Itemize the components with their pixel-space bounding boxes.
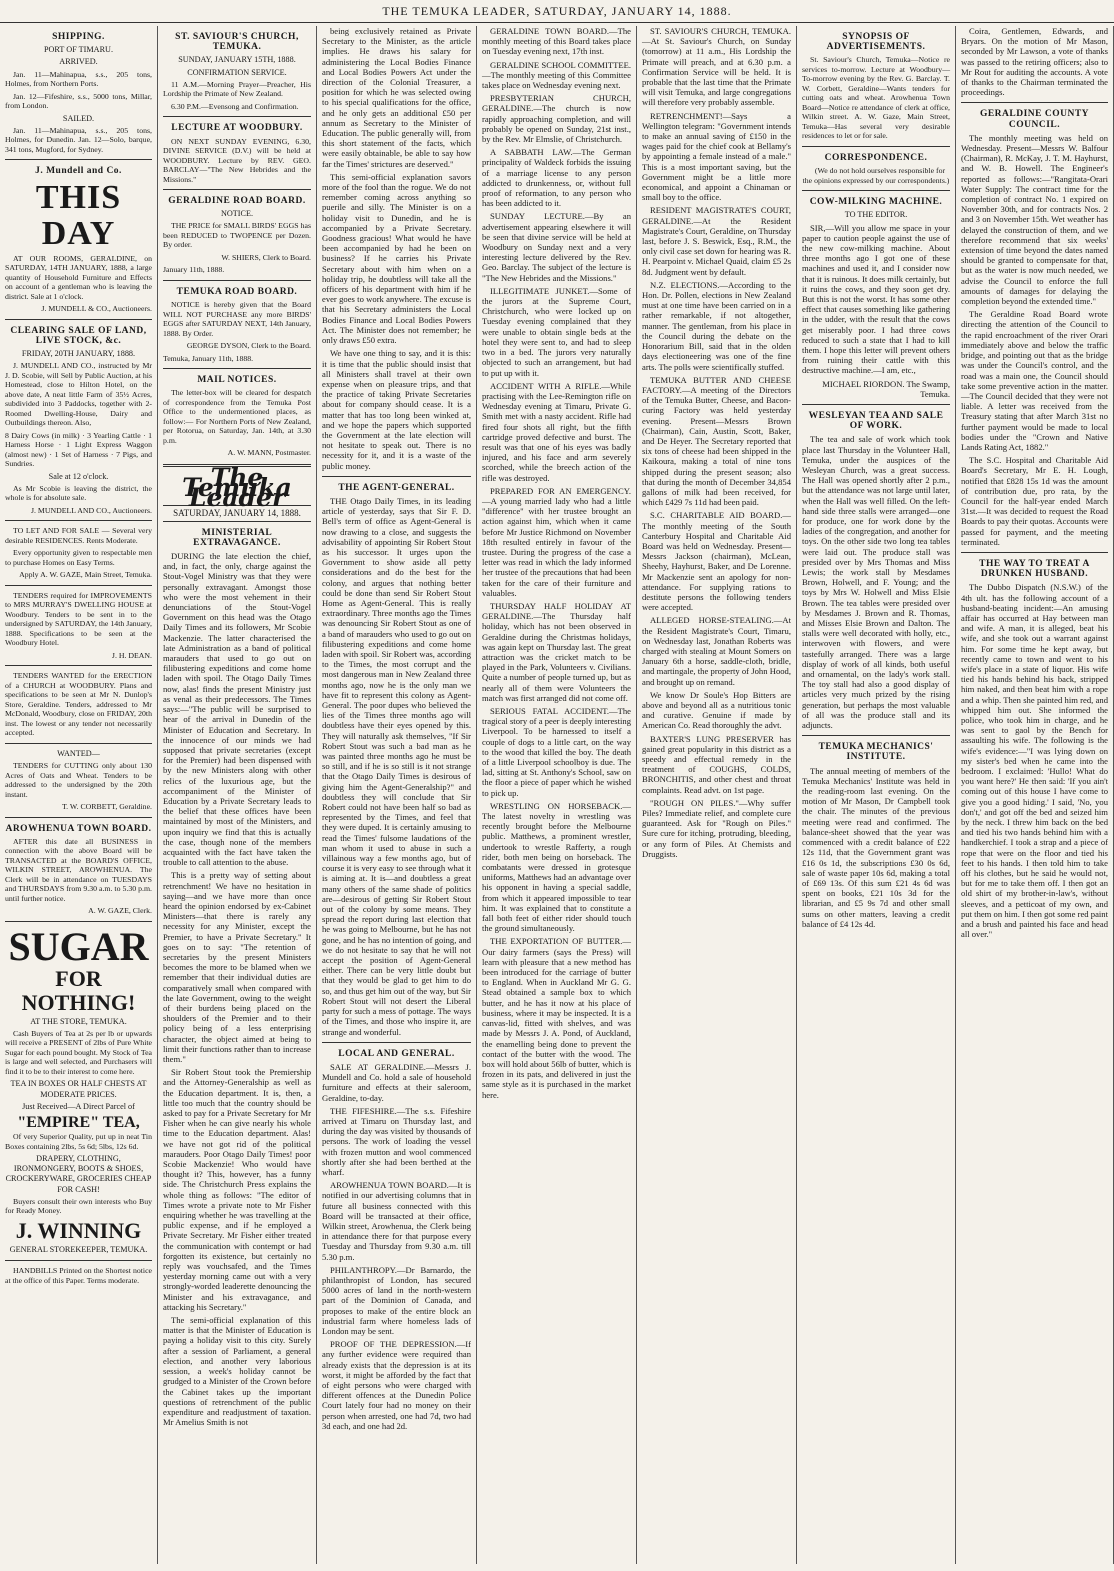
article-paragraph: DURING the late election the chief, and, in fact, the only, charge against the Stout-Vogel Ministry was that they were personally extravagant. Amongst those who were the most vehement in their denunciations of the Stout-Vogel Government on this head was the Otago Daily Times and its followers, Mr Scobie Mackenzie. The latter characterised the late Administration as a band of political marauders that used to go out on filibustering expeditions and come home laden with spoil. The Otago Daily Times now, alas! finds the present Ministry just as venal as their predecessors. The Times says:—"The public will be surprised to hear of the arrival in Dunedin of the Minister of Education and Secretary. In the innocence of our minds we had supposed that private secretaries (except for the Premier) had been dispensed with by the new Ministers along with other relics of the luxurious age, but the accompaniment of the Minister of Education by a Private Secretary leads to the belief that these offices have been maintained by most of the Ministers, and upon inquiry we find that this is actually the case, though none of the members acquainted with the fact have taken the trouble to call attention to the abuse. [163, 551, 311, 868]
news-item: PREPARED FOR AN EMERGENCY.—A young married lady who had a little "difference" with her trustee brought an action against him, which when it came before Mr Justice Richmond on November 18th resulted entirely in favour of the trustee. During the progress of the case a letter was read in which the lady informed her trustee of the precautions that had been taken for the care of their furniture and valuables. [482, 485, 631, 598]
article-paragraph: The monthly meeting was held on Wednesday. Present—Messrs W. Balfour (Chairman), R. McKay, J. T. M. Hayhurst, and W. B. Howell. The Engineer's reported as follows:—"Rangitata-Orari Water Supply: The contract time for the completion of contract No. 1 expired on November 30th, and for contracts Nos. 2 and 3 on November 15th. Wet weather has delayed the construction of them, and we therefore recommend that six weeks' extension of time beyond the dates named should be granted to compensate for that, but as the water is now much needed, we advise the Council to enforce the full amounts of damages for delaying the completion beyond the extended time." [961, 132, 1108, 307]
lecture-text: ON NEXT SUNDAY EVENING, 6.30, DIVINE SERVICE (D.V.) will be held at WOODBURY. Lecture by REV. GEO. BARCLAY—"The New Hebrides and the Missions." [163, 136, 311, 184]
column-7 [956, 26, 1114, 1564]
received-heading: Just Received—A Direct Parcel of [22, 1101, 135, 1111]
signature: J. H. DEAN. [111, 650, 152, 660]
column-4 [477, 26, 637, 1564]
article-paragraph: The Geraldine Road Board wrote directing the attention of the Council to the rapid encroachment of the river Orari immediately above and below the traffic bridge, and pointing out that as the bridge was under the Council's control, and the road was a main one, the Council should take some preventive action in the matter.—The Council decided that they were not liable. A letter was received from the Treasury stating that after March 31st no further payment would be made to local bodies under the "Crown and Native Lands Rating Act, 1882." [961, 309, 1108, 452]
signature: MICHAEL RIORDON. The Swamp, Temuka. [822, 378, 950, 399]
news-item: THURSDAY HALF HOLIDAY AT GERALDINE.—The Thursday half holiday, which has not been observed in Geraldine during the Christmas holidays, was again kept on Thursday last. The great attraction was the cricket match to be played in the Park, Volunteers v. Civilians. Quite a number of people turned up, but as nearly all of them were Volunteers the match was first arranged did not come off. [482, 600, 631, 703]
sugar-heading: SUGAR [8, 923, 149, 969]
news-item: PHILANTHROPY.—Dr Barnardo, the philanthropist of London, has secured 5000 acres of land in the north-western part of the Dominion of Canada, and proposes to make of the entire block an industrial farm where homeless lads of London may be sent. [322, 1264, 471, 1336]
temuka-notice-text: NOTICE is hereby given that the Board WILL NOT PURCHASE any more BIRDS' EGGS after SATURDAY NEXT, 14th January, 1888. By Order. [163, 300, 311, 338]
signature: T. W. CORBETT, Geraldine. [61, 802, 152, 812]
church-heading: ST. SAVIOUR'S CHURCH, TEMUKA. [175, 32, 299, 53]
article-heading: THE AGENT-GENERAL. [338, 482, 455, 493]
empire-tea-heading: "EMPIRE" TEA, [17, 1114, 140, 1132]
column-3 [317, 26, 477, 1564]
sailed-heading: SAILED. [62, 113, 95, 123]
mail-text: The letter-box will be cleared for despatch of correspondence from the Temuka Post Office to the undermentioned places, as follow:— For Northern Ports of New Zealand, per Rotorua, on Saturday, Jan. 14th, at 3.30 p.m. [163, 388, 311, 445]
handbills-text: HANDBILLS Printed on the Shortest notice at the office of this Paper. Terms moderate. [5, 1266, 152, 1285]
signature: GEORGE DYSON, Clerk to the Board. [186, 341, 311, 351]
arowhenua-heading: AROWHENUA TOWN BOARD. [5, 823, 152, 834]
wanted-heading: WANTED— [57, 748, 100, 758]
signature: A. W. GAZE, Clerk. [88, 906, 152, 916]
tender-text: TENDERS required for IMPROVEMENTS to MRS MURRAY'S DWELLING HOUSE at Woodbury. Tenders to be sent in to the undersigned by SATURDAY, the 14th January, 1888. Specifications to be seen at the Woodbury Hotel. [5, 590, 152, 648]
correspondence-note: (We do not hold ourselves responsible for the opinions expressed by our correspondents.) [802, 166, 950, 185]
arrived-text-2: Jan. 12—Fifeshire, s.s., 5000 tons, Millar, from London. [5, 91, 152, 111]
service-text: 11 A.M.—Morning Prayer—Preacher, His Lordship the Primate of New Zealand. [163, 79, 311, 99]
article-heading: GERALDINE COUNTY COUNCIL. [979, 109, 1090, 130]
news-item: PRESBYTERIAN CHURCH, GERALDINE.—The church is now rapidly approaching completion, and will probably be opened on Sunday, 21st inst., by the Rev. Mr Elmslie, of Christchurch. [482, 93, 631, 145]
article-paragraph: This is a pretty way of setting about retrenchment! We have no hesitation in saying—and we have more than once heard the opinion endorsed by ex-Cabinet Ministers—that there is rarely any necessity for any Minister, except the Premier, to have a Private Secretary." It goes on to say: "The retention of secretaries by the present Ministers becomes the more to be blamed when we remember that their individual duties are comparatively small when compared with the late Government, owing to the weight of their burdens being placed on the shoulders of the Premier and to their policy being of a less enterprising character, the object aimed at being to limit their functions rather than to increase them." [163, 870, 311, 1064]
tea-boxes-heading: TEA IN BOXES OR HALF CHESTS AT MODERATE PRICES. [10, 1079, 147, 1099]
clearing-sale-heading: CLEARING SALE OF LAND, LIVE STOCK, &c. [10, 325, 147, 346]
sugar-text: Cash Buyers of Tea at 2s per lb or upwards will receive a PRESENT of 2lbs of Pure White Sugar for each pound bought. My Stock of Tea is large and well selected, and Purchasers will find it to be to their interest to come here. [5, 1028, 152, 1076]
store-heading: AT THE STORE, TEMUKA. [30, 1016, 127, 1026]
masthead: THE TEMUKA LEADER, SATURDAY, JANUARY 14, 1888. [0, 0, 1114, 23]
news-item: SERIOUS FATAL ACCIDENT.—The tragical story of a peer is deeply interesting Liverpool. To be harnessed to itself a couple of dogs to a little cart, on the way to the wood that killed the boy. The death of a little Liverpool schoolboy is due. The lad, sitting at St. Anthony's School, saw on the floor a piece of paper which he wished to pick up. [482, 706, 631, 798]
news-item: SUNDAY LECTURE.—By an advertisement appearing elsewhere it will be seen that divine service will be held at Woodbury on Sunday next and a very interesting lecture delivered by the Rev. Geo. Barclay. The subject of the lecture is "The New Hebrides and the Missions." [482, 211, 631, 283]
article-paragraph: The semi-official explanation of this matter is that the Minister of Education is paying a holiday visit to this city. Surely after a session of Parliament, a general election, and another very laborious session, a week's holiday cannot be grudged to a Minister of the Crown before the Cabinet takes up the important questions of retrenchment of the public expenditure and readjustment of taxation. Mr Amelius Smith is not [163, 1315, 311, 1428]
sale-note: As Mr Scobie is leaving the district, the whole is for absolute sale. [5, 483, 152, 503]
road-board-heading: GERALDINE ROAD BOARD. [168, 196, 306, 207]
empire-text: Of very Superior Quality, put up in neat Tin Boxes containing 2lbs, 5s 6d; 5lbs, 12s 6d. [5, 1132, 152, 1151]
for-nothing-heading: FOR NOTHING! [21, 965, 136, 1015]
column-1 [0, 26, 158, 1564]
news-item: RETRENCHMENT!—Says a Wellington telegram: "Government intends to make an annual saving of £150 in the wages paid for the chief cook at Bellamy's by appointing a female instead of a male." This is a most important saving, but the Government might be a little more economical, and appoint a Chinaman or small boy to the office. [642, 110, 791, 203]
drapery-heading: DRAPERY, CLOTHING, IRONMONGERY, BOOTS & SHOES, CROCKERYWARE, GROCERIES CHEAP FOR CASH! [5, 1154, 152, 1194]
news-item: AROWHENUA TOWN BOARD.—It is notified in our advertising columns that in future all business connected with this Board will be transacted at their office, Wilkin street, Arowhenua, the Clerk being in attendance there for that purpose every Tuesday and Thursday from 9.30 a.m. till 5.30 p.m. [322, 1180, 471, 1262]
newspaper-nameplate: The Temuka Leader [182, 462, 292, 513]
article-paragraph: This semi-official explanation savors more of the fool than the rogue. We do not remember coming across anything so puerile and silly. The Minister is on a holiday visit to Dunedin, and he is accompanied by a Private Secretary. Goodness gracious! What would he have been accompanied by had he been on business? If he carries his Private Secretary about with him when on a holiday trip, he doubtless will take all the officers of his department with him if he ever goes to work anywhere. The excuse is that his Secretary administers the Local Bodies Finance and Local Bodies Powers Act. The Minister does not remember; he only draws £50 extra. [322, 171, 471, 346]
to-let-text: TO LET AND FOR SALE — Several very desirable RESIDENCES. Rents Moderate. [5, 526, 152, 545]
article-paragraph: The annual meeting of members of the Temuka Mechanics' Institute was held in the reading-room last evening. On the motion of Mr Mason, Dr Campbell took the chair. The minutes of the previous meeting were read and confirmed. The balance-sheet showed that the year was commenced with a credit balance of £22 12s 11d, that the Government grant was £16 0s 1d, the subscriptions £30 0s 6d, sale of waste paper 10s 6d, making a total of £69 13s. Of this sum £21 4s 6d was spent on books, £21 10s 3d for the librarian, and £5 9s 7d and other small sums on other matters, leaving a credit balance of £4 12s 4d. [802, 765, 950, 929]
notice-date: January 11th, 1888. [163, 265, 225, 275]
news-item: ALLEGED HORSE-STEALING.—At the Resident Magistrate's Court, Timaru, on Wednesday last, Jonathan Roberts was charged with stealing at Mount Somers on January 6th a horse, saddle-cloth, bridle, and martingale, the property of John Hood, and brought up on remand. [642, 615, 791, 687]
article-paragraph: Sir Robert Stout took the Premiership and the Attorney-Generalship as well as the Education department. It is, then, a little too much that the country should be asked to pay for a Private Secretary for Mr Fisher when he can give nearly his whole time to the Education department. Alas! we have not got rid of the political marauders. Poor Otago Daily Times! poor Scobie Mackenzie! Who would have thought it? This, however, has a funny side. The Christchurch Press explains the whole thing as follows: "The editor of Times wrote a private note to Mr Fisher enquiring whether he was travelling at the public expense, and if he employed a Private Secretary. Mr Fisher either treated the communication with contempt or had forgotten its existence, but certainly no reply was vouchsafed, and the Times yesterday morning came out with a very strongly-worded leaderette denouncing the Minister and his extravagance, and attacking his Secretary." [163, 1067, 311, 1312]
column-6 [797, 26, 956, 1564]
article-paragraph: We have one thing to say, and it is this: it is time that the public should insist that all Ministers shall travel at their own expense when on pleasure trips, and that the practice of taking Private Secretaries about for company should cease. It is a matter that has too long been winked at, and we hope the papers which supported the Government at the late election will not hesitate to speak out. There is no necessity for it, and it is a waste of the public money. [322, 348, 471, 471]
signature: W. SHIERS, Clerk to Board. [221, 252, 311, 262]
tender-text: TENDERS for CUTTING only about 130 Acres of Oats and Wheat. Tenders to be addressed to the undersigned by the 20th instant. [5, 761, 152, 799]
lecture-heading: LECTURE AT WOODBURY. [171, 123, 303, 134]
synopsis-text: St. Saviour's Church, Temuka—Notice re services to-morrow. Lecture at Woodbury—To-morrow evening by the Rev. G. Barclay. T. W. Corbett, Geraldine—Wants tenders for cutting oats and wheat. Arowhenua Town Board—Notice re attendance of clerk at office, Wilkin street. A. W. Gaze, Main Street, Temuka—Has several very desirable residences to let or for sale. [802, 55, 950, 141]
news-item: "ROUGH ON PILES."—Why suffer Piles? Immediate relief, and complete cure guaranteed. Ask for "Rough on Piles." Sure cure for itching, protruding, bleeding, or any form of Piles. At Chemists and Druggists. [642, 797, 791, 859]
shipping-heading: SHIPPING. [52, 32, 105, 42]
mail-heading: MAIL NOTICES. [197, 375, 277, 386]
arrived-heading: ARRIVED. [59, 57, 98, 67]
article-heading: THE WAY TO TREAT A DRUNKEN HUSBAND. [979, 558, 1090, 580]
article-heading: WESLEYAN TEA AND SALE OF WORK. [808, 410, 944, 432]
news-item: THE EXPORTATION OF BUTTER.—Our dairy farmers (says the Press) will learn with pleasure that a new method has been introduced for the carriage of butter to England. When in Auckland Mr G. G. Stead obtained a sample box to which butter, and he has it now at his place of business, where it may be inspected. It is a canvas-lid, fitted with shelves, and was made by Messrs J. A. Pond, of Auckland, the enamelling being done to prevent the contact of the butter with the wood. The box will hold about 56lb of butter, which is frozen in its pats, and delivered in just the same style as it is purchased in the market here. [482, 936, 631, 1100]
column-5 [637, 26, 797, 1564]
confirmation-heading: CONFIRMATION SERVICE. [187, 67, 287, 77]
arrived-text: Jan. 11—Mahinapua, s.s., 205 tons, Holmes, from Northern Ports. [5, 69, 152, 89]
synopsis-heading: SYNOPSIS OF ADVERTISEMENTS. [826, 32, 926, 53]
buyers-text: Buyers consult their own interests who Buy for Ready Money. [5, 1196, 152, 1216]
article-paragraph: THE Otago Daily Times, in its leading article of yesterday, says that Sir F. D. Bell's term of office as Agent-General is now drawing to a close, and suggests the advisability of appointing Sir Robert Stout as his successor. It urges upon the Government to show aside all petty considerations and do the best for the colony, and argues that nothing better could be done than send Sir Robert Stout Home as Agent-General. This is really extraordinary. Three months ago the Times was denouncing Sir Robert Stout as one of a band of marauders who used to go out on filibustering expeditions and come home laden with spoil. Sir Robert was, according to the Times, the most corrupt and the most dangerous man in New Zealand three months ago, now he is the only man we have fit to represent this colony as Agent-General. The poor dupes who believed the lies of the Times three months ago will doubtless have their eyes opened by this. They will naturally ask themselves, "If Sir Robert Stout was such a bad man as he was painted three months ago he must be so still, and if he is so still is it not strange that the Otago Daily Times is desirous of giving him the Agent-Generalship?" and doubtless they will conclude that Sir Robert could not have been half so bad as represented by the Times, and feel that they were duped. It is certainly amusing to read the Times' fulsome laudations of the man whom it used to abuse in such a villainous way a few months ago, but of course it is very easy to see through what it is aiming at. It is—and doubtless a great many others of the same shade of politics are—desirous of getting Sir Robert Stout out of the colony by some means. They spread the report during last election that he was going to Melbourne, but he has not gone, and he has no intention of going, and we do not hesitate to say that he will not accept the position of Agent-General either. There can be very little doubt but that they would be glad to get him to do so, and thus get him out of the way, but Sir Robert Stout will not desert the Liberal party for such a mess of pottage. The ways of the Times, and those who inspire it, are strange and wonderful. [322, 495, 471, 1037]
news-item: WRESTLING ON HORSEBACK.—The latest novelty in wrestling was recently brought before the Melbourne public. Matthews, a prominent wrestler, undertook to wrestle Rafferty, a rough rider, both men being on horseback. The combatants were dressed in grotesque uniforms, Matthews had an advantage over his opponent in having a special saddle, from which it appeared impossible to tear him. It was explained that to constitute a fall both feet of either rider should touch the ground simultaneously. [482, 800, 631, 934]
sale-time: Sale at 12 o'clock. [48, 471, 109, 481]
article-paragraph: The S.C. Hospital and Charitable Aid Board's Secretary, Mr E. H. Lough, notified that £828 15s 1d was the amount of contribution due, pro rata, by the Council for the half-year ended March 31st.—It was decided to request the Road Boards to pay their quotas. Accounts were passed for payment, and the meeting terminated. [961, 455, 1108, 547]
news-item: RESIDENT MAGISTRATE'S COURT, GERALDINE.—At the Resident Magistrate's Court, Geraldine, on Thursday last, before J. S. Beswick, Esq., R.M., the only civil case set down for hearing was R. H. Pearpoint v. Michael Quaid, claim £5 2s 8d. Judgment went by default. [642, 205, 791, 277]
tender-text: TENDERS WANTED for the ERECTION of a CHURCH at WOODBURY. Plans and specifications to be seen at Mr N. Dunlop's Store, Geraldine. Tenders, addressed to Mr McDonald, Woodbury, close on FRIDAY, 20th inst. The lowest or any tender not necessarily accepted. [5, 671, 152, 738]
this-day-text: AT OUR ROOMS, GERALDINE, on SATURDAY, 14TH JANUARY, 1888, a large quantity of Household Furniture and Effects on account of a gentleman who is leaving the district. Sale at 1 o'clock. [5, 253, 152, 301]
news-item: ACCIDENT WITH A RIFLE.—While practising with the Lee-Remington rifle on Wednesday evening at Timaru, Private G. Smith met with a nasty accident. Rifle had fired four shots all right, but the fifth cartridge proved defective and burst. The result was that one of his eyes was badly injured, and his face and arm severely scorched, while the breech action of the rifle was destroyed. [482, 380, 631, 483]
sailed-text: Jan. 11—Mahinapua, s.s., 205 tons, Holmes, for Dunedin. Jan. 12—Solo, barque, 341 tons, Mugford, for Sydney. [5, 125, 152, 154]
article-paragraph: being exclusively retained as Private Secretary to the Minister, as the article implies. He draws his salary for administering the Local Bodies Finance and Local Bodies Powers Act under the direction of the Colonial Treasurer, a position for which he was selected owing to his special qualifications for the office, and he only gets an additional £50 per annum as Secretary to the Minister of Education. The public generally will, from this short statement of the facts, which were easily obtainable, be able to say how far the Times' strictures are deserved." [322, 26, 471, 169]
correspondence-heading: CORRESPONDENCE. [824, 152, 928, 163]
news-item: BAXTER'S LUNG PRESERVER has gained great popularity in this district as a speedy and effectual remedy in the treatment of COUGHS, COLDS, BRONCHITIS, and other chest and throat complaints. Read advt. on 1st page. [642, 733, 791, 795]
letter-text: SIR,—Will you allow me space in your paper to caution people against the use of the new cow-milking machine. About three months ago I got one of these machines and used it, and I consider now that it is ruinous. It does milk certainly, but it ruins the cows, and they soon get dry. But this is not the worst. It has some other effect that causes something like gathering in the udder, with the result that the cows get miserably poor. I had three cows reduced to such a state that I had to kill them. I hope this letter will prevent others from ruining their cattle with this destructive machine.—I am, etc., [802, 222, 950, 376]
sale-date: FRIDAY, 20TH JANUARY, 1888. [21, 348, 136, 358]
homes-text: Every opportunity given to respectable men to purchase Homes on Easy Terms. [5, 548, 152, 567]
birds-text: THE PRICE for SMALL BIRDS' EGGS has been REDUCED to TWOPENCE per Dozen. By order. [163, 221, 311, 250]
sale-items: 8 Dairy Cows (in milk) · 3 Yearling Cattle · 1 Harness Horse · 1 Light Express Waggon (almost new) · 1 Set of Harness · 7 Pigs, and Sundries. [5, 430, 152, 469]
article-paragraph: The tea and sale of work which took place last Thursday in the Volunteer Hall, Temuka, under the auspices of the Wesleyan Church, was a great success. The Hall was opened shortly after 2 p.m., but the attendance was not large until later, when the Hall was well filled. On the left-hand side three stalls were arranged—one for produce, one for work done by the ladies of the congregation, and another for toys. On the other side two long tea tables were laid out. The produce stall was presided over by Mrs Thomas and Miss Lewis; the work stall by Mesdames Brown, Holwell, and F. Young; and the toys by Mrs W. Holwell and Miss Elsie Brown. The tea tables were presided over by Mesdames J. Brown and R. Thomas, and Misses Elsie Brown and Dalton. The stalls were well decorated with holly, etc., interwoven with flowers, and were tastefully arranged. There was a large display of work of all kinds, both useful and ornamental, on the lady's work stall. The toy stall had also a good display of articles very much prized by the rising generation, but perhaps the most valuable of all was the produce stall and its adjuncts. [802, 434, 950, 731]
article-heading: TEMUKA MECHANICS' INSTITUTE. [818, 742, 934, 763]
mundell-heading: J. Mundell and Co. [35, 166, 122, 177]
port-heading: PORT OF TIMARU. [43, 45, 114, 55]
news-item: TEMUKA BUTTER AND CHEESE FACTORY.—A meeting of the Directors of the Temuka Butter, Cheese, and Bacon-curing Factory was held yesterday evening. Present—Messrs Brown (Chairman), Cain, Austin, Scott, Baker, and De Heyer. The Secretary reported that six tons of cheese had been shipped in the Kaikoura, making a total of nine tons shipped during the present season; also that during the month of December 34,854 gallons of milk had been received, for which £429 7s 11d had been paid. [642, 374, 791, 508]
arowhenua-text: AFTER this date all BUSINESS in connection with the above Board will be TRANSACTED at the BOARD'S OFFICE, WILKIN STREET, AROWHENUA. The Clerk will be in attendance on TUESDAYS and THURSDAYS from 9.30 a.m. to 5.30 p.m. until further notice. [5, 836, 152, 903]
this-day-heading: THIS DAY [35, 178, 122, 252]
news-item: S.C. CHARITABLE AID BOARD.—The monthly meeting of the South Canterbury Hospital and Charitable Aid Board was held on Wednesday. Present—Messrs Jackson (chairman), McLean, Sheehy, Hayhurst, Baker, and De Lorenne. Mr Mackenzie sent an apology for non-attendance. For supplying rations to destitute persons the following tenders were accepted. [642, 510, 791, 613]
sale-text: J. MUNDELL AND CO., instructed by Mr J. D. Scobie, will Sell by Public Auction, at his Homestead, close to Hilton Hotel, on the above date, A neat little Farm of 35½ Acres, subdivided into 3 Paddocks, together with 2-Roomed Dwelling-House, Dairy and Outbuildings thereon. Also, [5, 361, 152, 428]
signature: J. MUNDELL AND CO., Auctioneers. [31, 505, 152, 515]
article-paragraph: Coira, Gentlemen, Edwards, and Bryars. On the motion of Mr Mason, seconded by Mr Lawson, a vote of thanks was passed to the retiring officers; also to Mr Rout for auditing the accounts. A vote of thanks to the Chairman terminated the proceedings. [961, 26, 1108, 98]
issue-date: SATURDAY, JANUARY 14, 1888. [163, 505, 311, 521]
signature: J. MUNDELL & CO., Auctioneers. [41, 304, 152, 314]
winning-heading: J. WINNING [15, 1217, 142, 1243]
article-paragraph: The Dubbo Dispatch (N.S.W.) of the 4th ult. has the following account of a husband-beating incident:—An amusing affair has occurred at Hay between man and wife. A man, it is alleged, beat his wife, and she took out a warrant against him. For some time he kept away, but recently came to town and went to his wife's place in a state of liquor. His wife tied his hands behind his back, stripped him naked, and then beat him with a rope and a whip. Then she painted him red, and whipped him out. She informed the police, who took him in charge, and he was sent to gaol by the Bench for assaulting his wife. The following is the wife's evidence:—"I was lying down on my sister's bed when he came into the bedroom. I exclaimed: 'Hullo! What do you want here?' He then said: 'If you ain't coming out of this house I have come to give you a good hiding.' I said, 'No, you don't,' and got off the bed and seized him by the neck. I threw him back on the bed and tied his two hands behind him with a handkerchief. I took a strap and a piece of rope that were on the floor and tied his feet to his hands. I then told him to take off his clothes, but he said he would not, but for me to take them off. I then got an old shirt of my brother-in-law's, without sleeves, and a petticoat of my own, and put them on him. I then got some red paint and a brush and painted his face and head all over." [961, 582, 1108, 940]
news-item: SALE AT GERALDINE.—Messrs J. Mundell and Co. hold a sale of household furniture and effects at their saleroom, Geraldine, to-day. [322, 1061, 471, 1103]
to-editor: TO THE EDITOR. [844, 210, 908, 220]
signature: A. W. MANN, Postmaster. [227, 448, 311, 458]
article-heading: MINISTERIAL EXTRAVAGANCE. [193, 527, 281, 548]
temuka-board-heading: TEMUKA ROAD BOARD. [176, 286, 298, 297]
service-text: 6.30 P.M.—Evensong and Confirmation. [171, 101, 299, 111]
news-item: A SABBATH LAW.—The German principality of Waldeck forbids the issuing of a marriage license to any person addicted to drunkenness, or, without full proof of reformation, to any person who has been addicted to it. [482, 147, 631, 209]
notice-heading: NOTICE. [220, 209, 254, 219]
storekeeper-heading: GENERAL STOREKEEPER, TEMUKA. [9, 1244, 148, 1254]
news-item: ILLEGITIMATE JUNKET.—Some of the jurors at the Supreme Court, Christchurch, who were locked up on Tuesday evening complained that they were unable to obtain single beds at the hotel they were sent to, and had to sleep two in a bed. The jurors very naturally objected to such an arrangement, but had to put up with it. [482, 285, 631, 378]
notice-date: Temuka, January 11th, 1888. [163, 353, 254, 363]
news-item: N.Z. ELECTIONS.—According to the Hon. Dr. Pollen, elections in New Zealand must at one time have been carried on in a rather remarkable, if not altogether, manner. The gentleman, from his place in the Council during the debate on the Honorarium Bill, said that in the olden days electioneering was one of the fine arts. The polls were scientifically stuffed. [642, 279, 791, 372]
news-item: PROOF OF THE DEPRESSION.—If any further evidence were required than already exists that the depression is at its worst, it might be afforded by the fact that of eight persons who were charged with different offences at the Dunedin Police Court lately four had no money on their person when arrested, one had 7d, two had 3d each, and one had 2d. [322, 1339, 471, 1431]
news-item: ST. SAVIOUR'S CHURCH, TEMUKA.—At St. Saviour's Church, on Sunday (tomorrow) at 11 a.m., His Lordship the Primate will preach, and at 6.30 p.m. a Confirmation Service will be held. It is probable that the last time that the Primate will visit Temuka, and large congregations will therefore very probably assemble. [642, 26, 791, 108]
apply-text: Apply A. W. GAZE, Main Street, Temuka. [19, 570, 152, 580]
news-item: GERALDINE TOWN BOARD.—The monthly meeting of this Board takes place on Tuesday evening next, 17th inst. [482, 26, 631, 57]
news-item: We know Dr Soule's Hop Bitters are above and beyond all as a nutritious tonic and curative. Genuine if made by American Co. Read thoroughly the advt. [642, 689, 791, 731]
news-item: GERALDINE SCHOOL COMMITTEE.—The monthly meeting of this Committee takes place on Wednesday evening next. [482, 59, 631, 91]
news-item: THE FIFESHIRE.—The s.s. Fifeshire arrived at Timaru on Thursday last, and during the day was visited by thousands of persons. The work of loading the vessel with frozen mutton and wool commenced shortly after she had been berthed at the wharf. [322, 1105, 471, 1177]
column-2 [158, 26, 317, 1564]
letter-heading: COW-MILKING MACHINE. [809, 197, 943, 208]
sunday-date: SUNDAY, JANUARY 15TH, 1888. [178, 55, 296, 65]
article-heading: LOCAL AND GENERAL. [338, 1048, 455, 1059]
